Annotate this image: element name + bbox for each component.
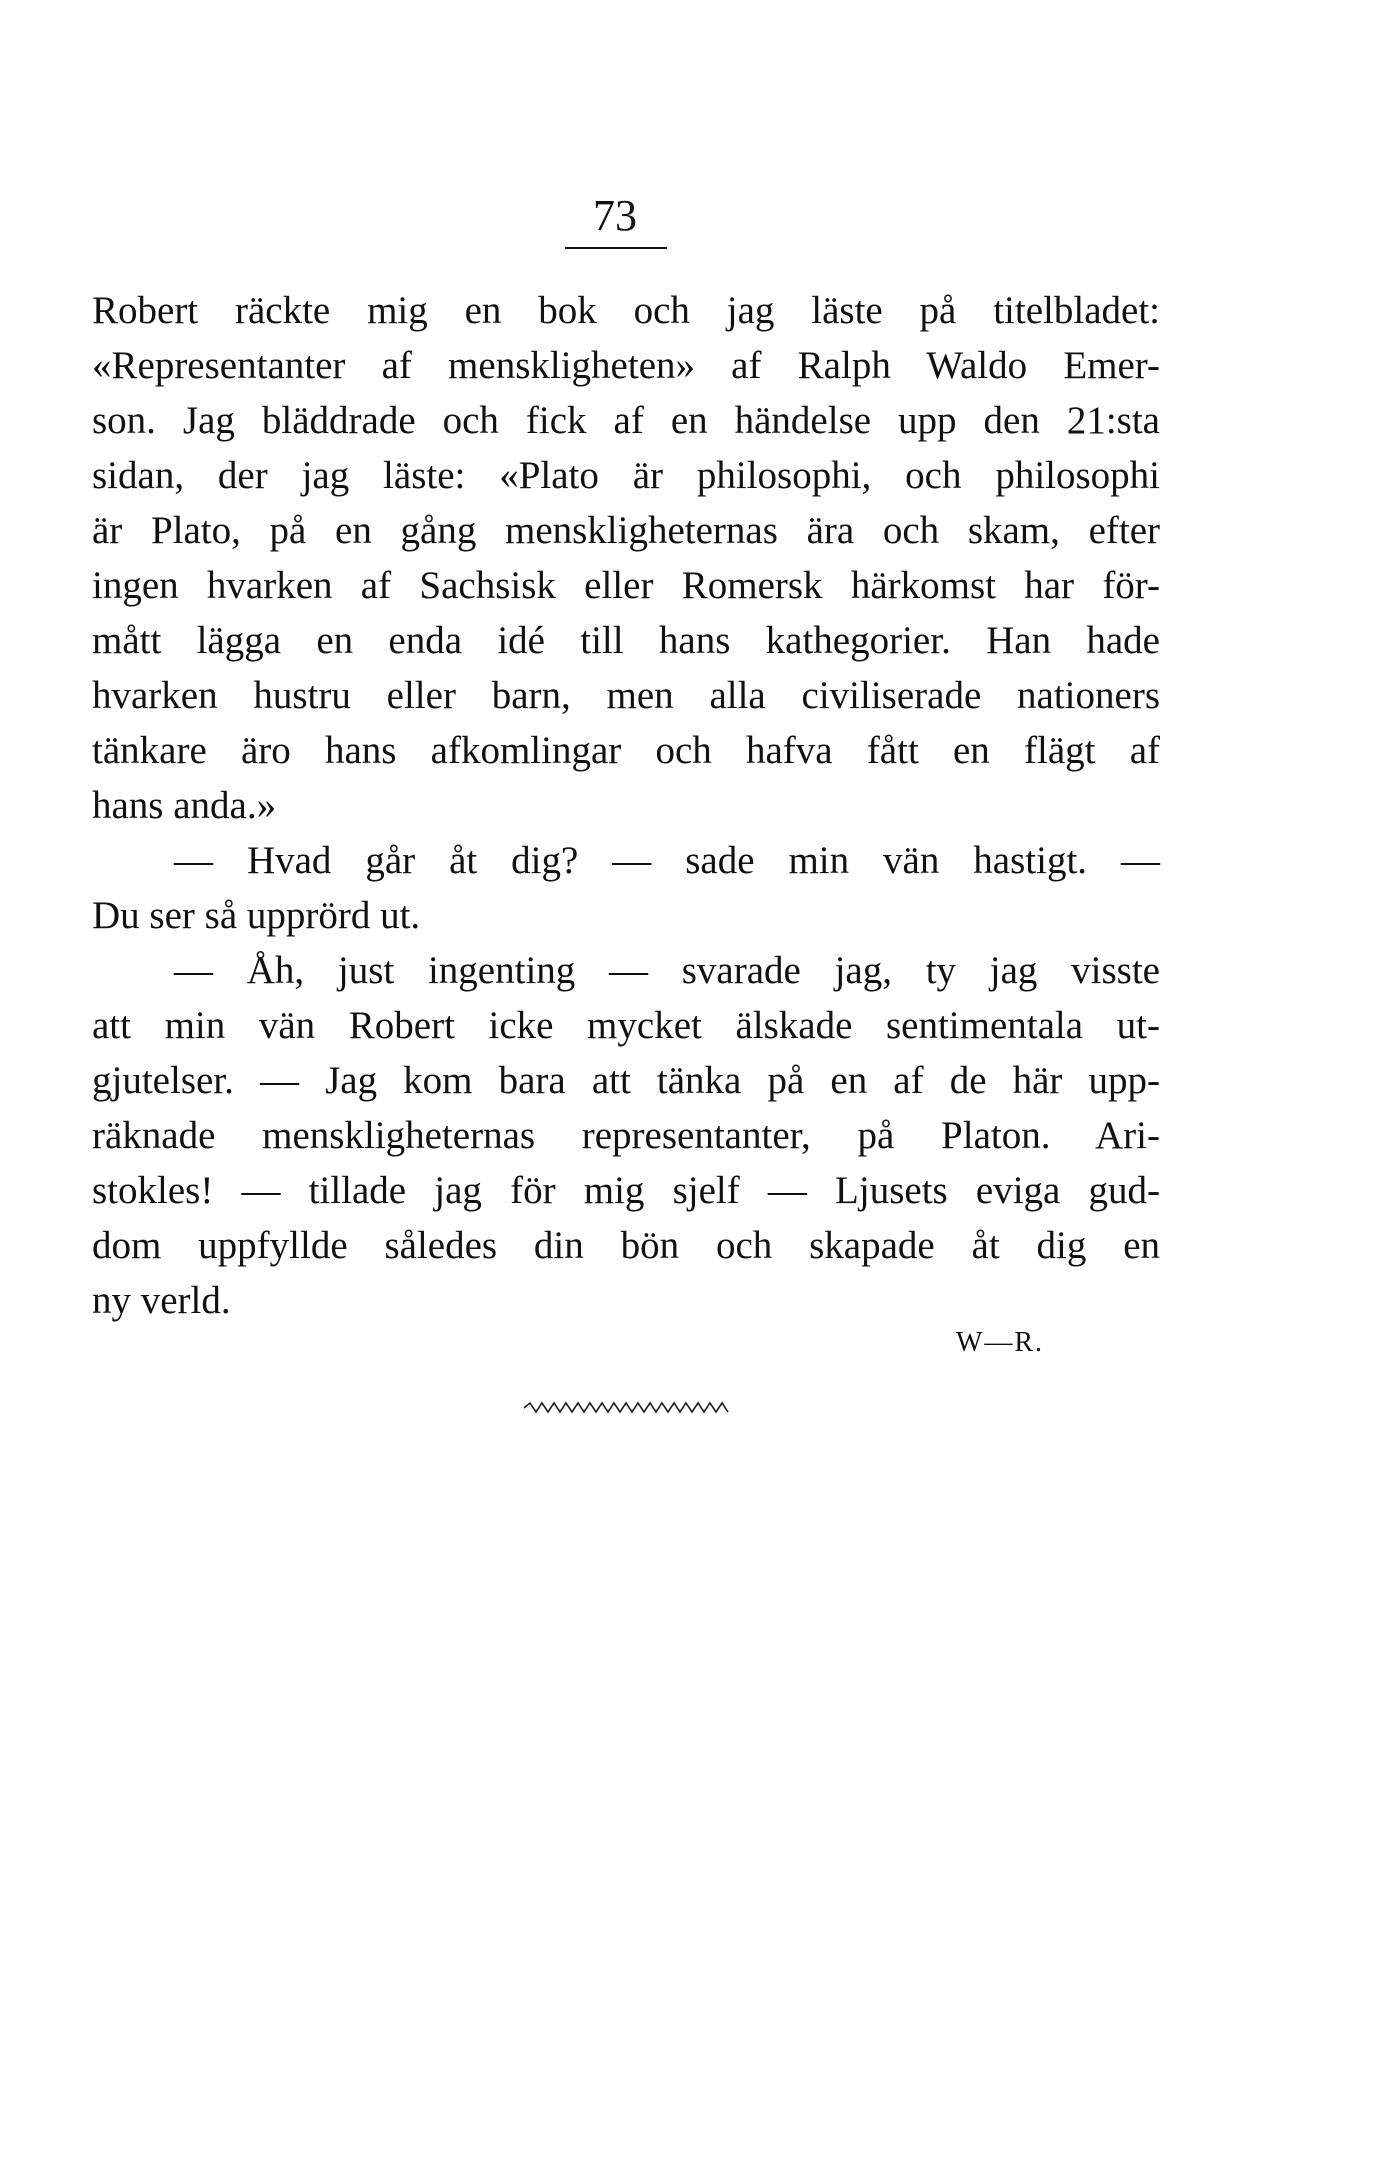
page-number-rule: [565, 247, 667, 249]
text-line-8: hvarken hustru eller barn, men alla civiliserade nationers: [92, 674, 1160, 717]
text-line-6: ingen hvarken af Sachsisk eller Romersk härkomst har för-: [92, 564, 1160, 607]
text-line-12: Du ser så upprörd ut.: [92, 894, 421, 937]
text-line-13: — Åh, just ingenting — svarade jag, ty jag visste: [174, 949, 1160, 992]
page-number: 73: [593, 191, 637, 240]
text-line-17: stokles! — tillade jag för mig sjelf — Ljusets eviga gud-: [92, 1169, 1160, 1212]
text-line-14: att min vän Robert icke mycket älskade sentimentala ut-: [92, 1004, 1160, 1047]
author-signature: W—R.: [955, 1327, 1045, 1358]
body-text: [92, 283, 1160, 1328]
text-line-18: dom uppfyllde således din bön och skapade åt dig en: [92, 1224, 1160, 1267]
text-line-11: — Hvad går åt dig? — sade min vän hastigt. —: [174, 839, 1160, 882]
text-line-10: hans anda.»: [92, 784, 277, 827]
text-line-16: räknade menskligheternas representanter, på Platon. Ari-: [92, 1114, 1160, 1157]
text-line-9: tänkare äro hans afkomlingar och hafva fått en flägt af: [92, 729, 1160, 772]
wavy-ornament-divider: [522, 1400, 734, 1416]
text-line-1: Robert räckte mig en bok och jag läste på titelbladet:: [92, 289, 1160, 332]
text-line-7: mått lägga en enda idé till hans kathegorier. Han hade: [92, 619, 1160, 662]
text-line-2: «Representanter af menskligheten» af Ralph Waldo Emer-: [92, 344, 1160, 387]
text-line-5: är Plato, på en gång menskligheternas ära och skam, efter: [92, 509, 1160, 552]
text-line-4: sidan, der jag läste: «Plato är philosophi, och philosophi: [92, 454, 1160, 497]
text-line-15: gjutelser. — Jag kom bara att tänka på en af de här upp-: [92, 1059, 1160, 1102]
text-line-3: son. Jag bläddrade och fick af en händelse upp den 21:sta: [92, 399, 1160, 442]
text-line-19: ny verld.: [92, 1279, 231, 1322]
